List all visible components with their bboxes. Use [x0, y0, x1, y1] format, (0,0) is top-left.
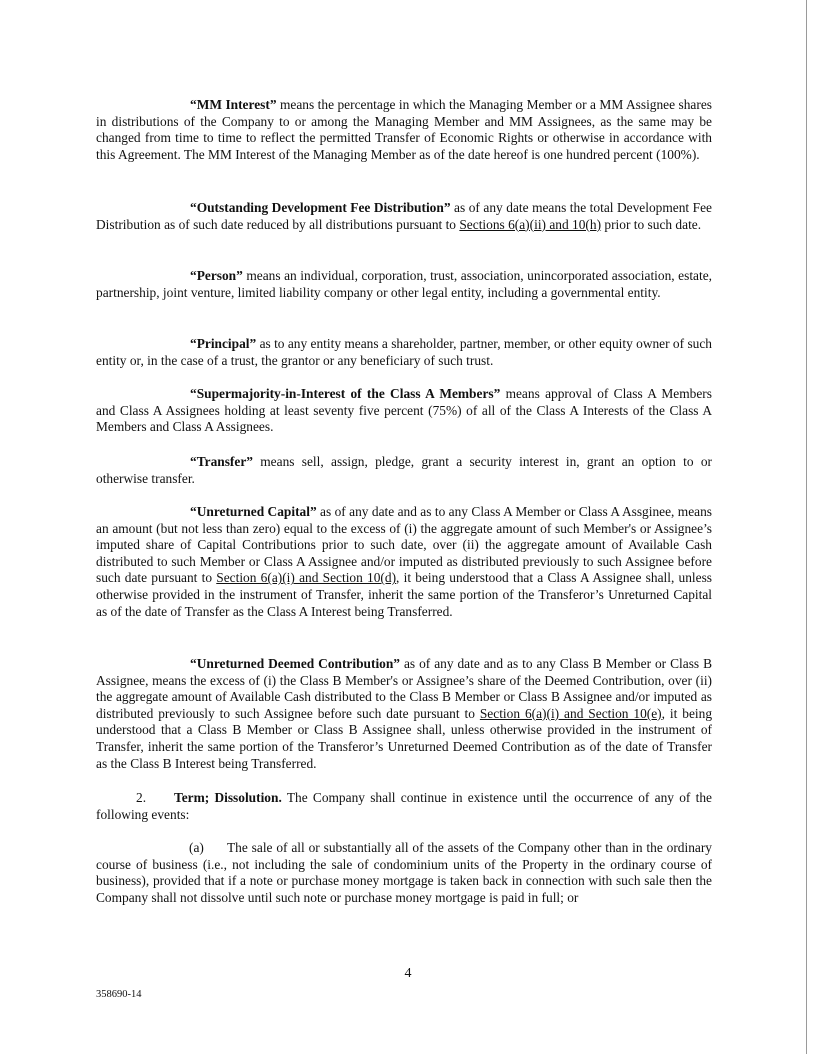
- term: “Supermajority-in-Interest of the Class A Members”: [190, 386, 501, 401]
- page-edge-line: [806, 0, 807, 1054]
- term: “Transfer”: [190, 454, 253, 469]
- section-reference: Sections 6(a)(ii) and 10(h): [459, 216, 602, 232]
- definition-unreturned-deemed-contribution: [96, 656, 712, 772]
- subsection-label: (a): [189, 840, 204, 855]
- term: “Unreturned Deemed Contribution”: [190, 656, 401, 671]
- definition-text: as of any date and as to any Class B Member or Class B Assignee, means the excess of (i) the Class B Member's or Assignee’s share of the Deemed Contribution, over (ii) the aggregate amount of Available Cash distributed to the Class B Member or Class B Assignee and/or imputed as distributed previously to such Assignee before such date pursuant to: [96, 656, 712, 721]
- definition-principal: [96, 336, 712, 369]
- definition-text: as of any date and as to any Class A Member or Class A Assginee, means an amount (but not less than zero) equal to the excess of (i) the aggregate amount of such Member's or Assignee’s imputed share of Capital Contributions prior to such date, over (ii) the aggregate amount of Available Cash distributed to such Member or Class A Assignee and/or imputed as distributed previously to such Assignee before such date pursuant to: [96, 504, 712, 586]
- section-number: 2.: [136, 790, 147, 805]
- definition-text: means sell, assign, pledge, grant a security interest in, grant an option to or otherwise transfer.: [96, 454, 712, 486]
- section-heading: Term; Dissolution.: [174, 790, 282, 805]
- definition-text: as of any date means the total Development Fee Distribution as of such date reduced by all distributions pursuant to: [96, 200, 712, 232]
- term: “Outstanding Development Fee Distribution”: [190, 200, 451, 215]
- definition-supermajority: [96, 386, 712, 436]
- term: “Principal”: [190, 336, 257, 351]
- definition-text: , it being understood that a Class A Assignee shall, unless otherwise provided in the instrument of Transfer, inherit the same portion of the Transferor’s Unreturned Capital as of the date of Transfer as the Class A Interest being Transferred.: [96, 570, 713, 619]
- definition-text: , it being understood that a Class B Member or Class B Assignee shall, unless otherwise provided in the instrument of Transfer, inherit the same portion of the Transferor’s Unreturned Deemed Contribution as of the date of Transfer as the Class B Interest being Transferred.: [96, 705, 713, 771]
- definition-text: as to any entity means a shareholder, partner, member, or other equity owner of such entity or, in the case of a trust, the grantor or any beneficiary of such trust.: [96, 336, 712, 368]
- subsection-a: [96, 840, 712, 906]
- section-reference: Section 6(a)(i) and Section 10(d): [216, 570, 397, 586]
- term: “Unreturned Capital”: [190, 504, 317, 519]
- definition-text: prior to such date.: [601, 216, 702, 232]
- definition-text: means an individual, corporation, trust, association, unincorporated association, estate, partnership, joint venture, limited liability company or other legal entity, including a governmental entity.: [96, 268, 712, 300]
- definition-unreturned-capital: [96, 504, 712, 620]
- section-term-dissolution: [96, 790, 712, 823]
- definition-text: means approval of Class A Members and Class A Assignees holding at least seventy five percent (75%) of all of the Class A Interests of the Class A Members and Class A Assignees.: [96, 386, 712, 435]
- definition-person: [96, 268, 712, 301]
- definition-text: means the percentage in which the Managing Member or a MM Assignee shares in distributions of the Company to or among the Managing Member and MM Assignees, as the same may be changed from time to time to reflect the permitted Transfer of Economic Rights or otherwise in accordance with this Agreement. The MM Interest of the Managing Member as of the date hereof is one hundred percent (100%).: [96, 97, 712, 162]
- document-id: 358690-14: [96, 989, 142, 1000]
- page-number: 4: [404, 966, 412, 981]
- term: “MM Interest”: [190, 97, 277, 112]
- section-reference: Section 6(a)(i) and Section 10(e): [479, 705, 662, 721]
- subsection-text: The sale of all or substantially all of the assets of the Company other than in the ordinary course of business (i.e., not including the sale of condominium units of the Property in the ordinary course of business), provided that if a note or purchase money mortgage is taken back in connection with such sale then the Company shall not dissolve until such note or purchase money mortgage is paid in full; or: [96, 840, 712, 905]
- term: “Person”: [190, 268, 243, 283]
- definition-outstanding-development-fee: [96, 200, 712, 233]
- section-text: The Company shall continue in existence until the occurrence of any of the following events:: [96, 790, 712, 822]
- definition-mm-interest: [96, 97, 712, 163]
- definition-transfer: [96, 454, 712, 487]
